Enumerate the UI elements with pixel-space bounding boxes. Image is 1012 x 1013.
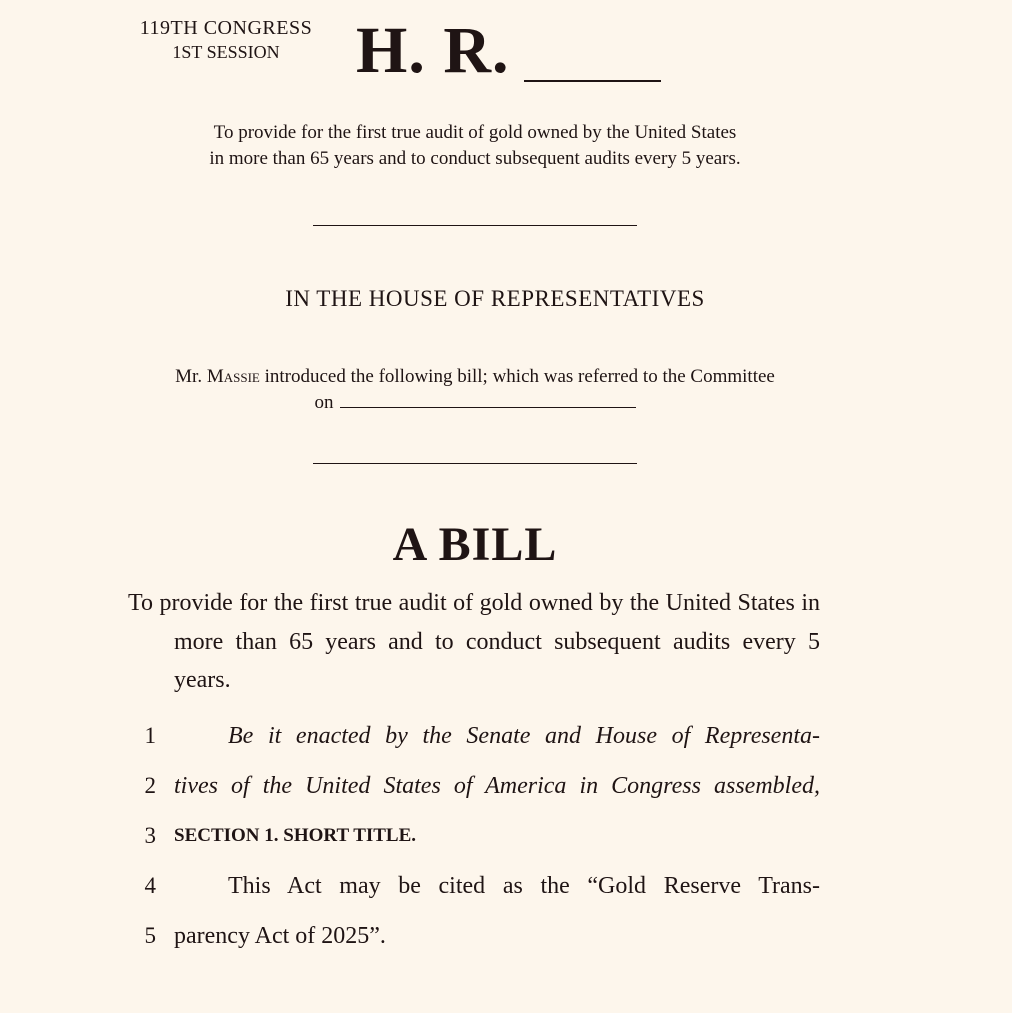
line-number: 1 xyxy=(144,723,156,748)
short-title-line-2: parency Act of 2025”. xyxy=(174,923,386,949)
introduction-text: introduced the following bill; which was referred to the Committee xyxy=(264,366,775,387)
enacting-clause-line-2: tives of the United States of America in Congress assembled, xyxy=(174,773,820,799)
short-caption-line-1: To provide for the first true audit of gold owned by the United States xyxy=(213,122,737,143)
short-caption xyxy=(120,120,830,172)
long-title: To provide for the first true audit of gold owned by the United States in more than 65 years and to conduct subsequent audits every 5 years. xyxy=(128,590,820,693)
introduction-statement xyxy=(120,364,830,416)
committee-on-label: on xyxy=(314,392,334,413)
bill-number-blank xyxy=(524,80,661,82)
section-heading: SECTION 1. SHORT TITLE. xyxy=(174,825,417,846)
session-label: 1ST SESSION xyxy=(172,42,280,62)
line-number: 2 xyxy=(144,773,156,798)
line-number: 4 xyxy=(144,873,156,898)
chamber-heading: IN THE HOUSE OF REPRESENTATIVES xyxy=(285,286,705,311)
sponsor-prefix: Mr. xyxy=(175,366,203,387)
short-caption-line-2: in more than 65 years and to conduct subsequent audits every 5 years. xyxy=(209,148,741,169)
congress-session-block xyxy=(128,16,324,64)
enacting-clause-line-1: Be it enacted by the Senate and House of Representa- xyxy=(228,723,820,749)
line-number: 3 xyxy=(144,823,156,848)
committee-blank xyxy=(340,391,636,408)
congress-label: 119TH CONGRESS xyxy=(139,17,313,39)
bill-title: A BILL xyxy=(392,518,558,571)
short-title-line-1: This Act may be cited as the “Gold Reserve Trans- xyxy=(228,873,820,899)
bill-prefix: H. R. xyxy=(356,14,510,87)
line-number: 5 xyxy=(144,923,156,948)
divider-rule xyxy=(313,225,637,226)
sponsor-name: Massie xyxy=(206,366,260,387)
divider-rule xyxy=(313,463,637,464)
